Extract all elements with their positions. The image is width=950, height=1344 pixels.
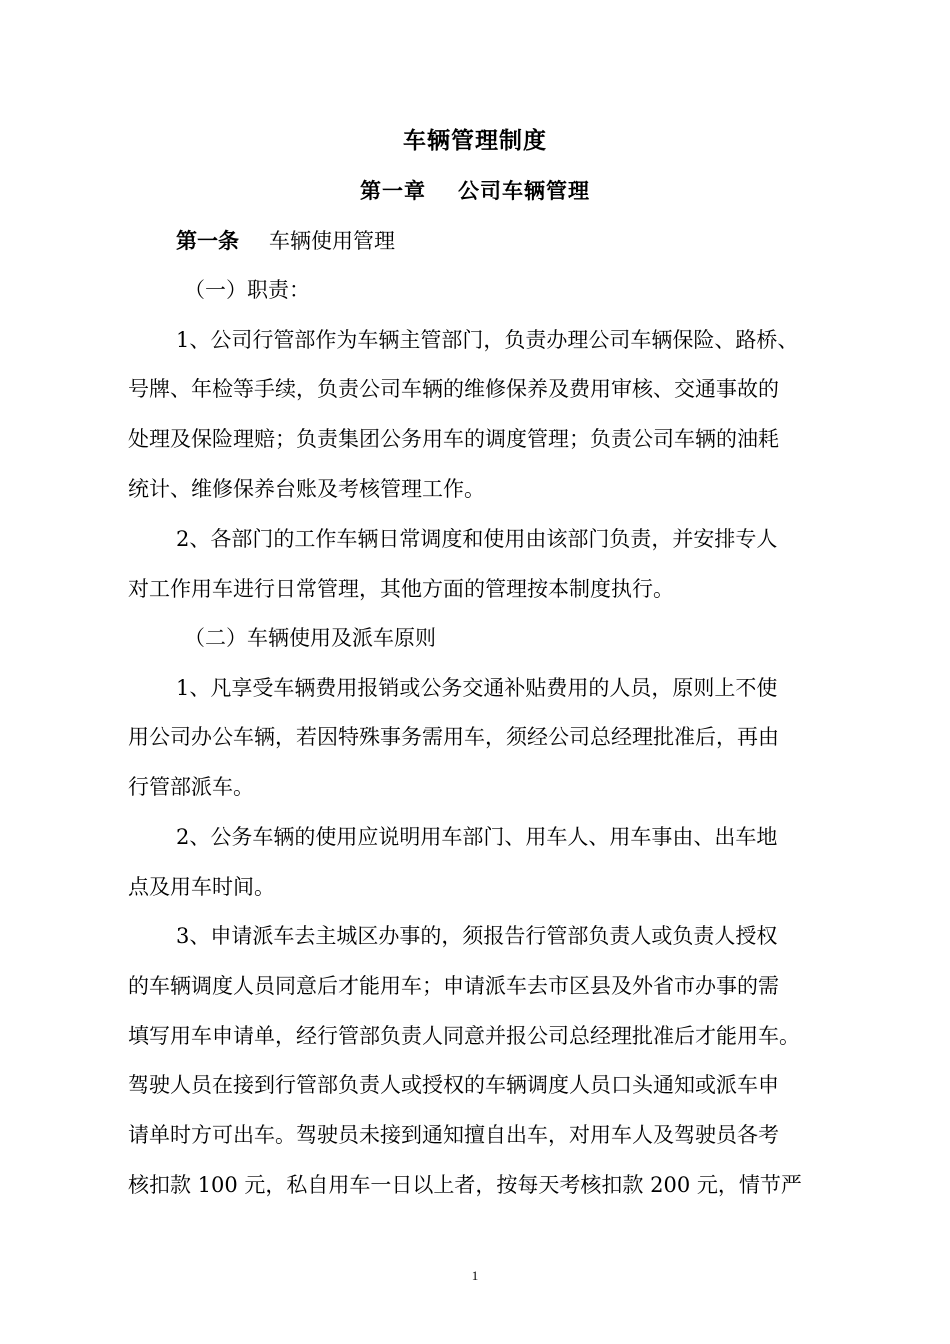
page-number: 1 (471, 1268, 479, 1283)
paragraph-line: 用公司办公车辆，若因特殊事务需用车，须经公司总经理批准后，再由 (128, 725, 779, 749)
paragraph-line: 点及用车时间。 (128, 875, 275, 899)
document-title: 车辆管理制度 (403, 128, 547, 154)
article-heading (176, 225, 395, 255)
paragraph-line: 驾驶人员在接到行管部负责人或授权的车辆调度人员口头通知或派车申 (128, 1073, 779, 1097)
chapter-heading (0, 175, 950, 205)
article-name: 车辆使用管理 (269, 229, 395, 253)
paragraph-line: 对工作用车进行日常管理，其他方面的管理按本制度执行。 (128, 577, 674, 601)
paragraph-line: 2、各部门的工作车辆日常调度和使用由该部门负责，并安排专人 (176, 527, 778, 551)
section-heading-usage: （二）车辆使用及派车原则 (184, 626, 436, 650)
paragraph-line: 的车辆调度人员同意后才能用车；申请派车去市区县及外省市办事的需 (128, 974, 779, 998)
chapter-number: 第一章 (360, 179, 426, 203)
paragraph-line: 请单时方可出车。驾驶员未接到通知擅自出车，对用车人及驾驶员各考 (128, 1123, 779, 1147)
paragraph-line: 号牌、年检等手续，负责公司车辆的维修保养及费用审核、交通事故的 (128, 377, 779, 401)
chapter-name: 公司车辆管理 (458, 179, 590, 203)
paragraph-line: 核扣款 100 元，私自用车一日以上者，按每天考核扣款 200 元，情节严 (128, 1173, 802, 1197)
section-heading-duties: （一）职责： (184, 278, 310, 302)
paragraph-line: 1、凡享受车辆费用报销或公务交通补贴费用的人员，原则上不使 (176, 676, 778, 700)
paragraph-line: 行管部派车。 (128, 775, 254, 799)
paragraph-line: 2、公务车辆的使用应说明用车部门、用车人、用车事由、出车地 (176, 825, 778, 849)
article-number: 第一条 (176, 229, 239, 253)
paragraph-line: 处理及保险理赔；负责集团公务用车的调度管理；负责公司车辆的油耗 (128, 427, 779, 451)
paragraph-line: 统计、维修保养台账及考核管理工作。 (128, 477, 485, 501)
paragraph-line: 3、申请派车去主城区办事的，须报告行管部负责人或负责人授权 (176, 924, 778, 948)
paragraph-line: 填写用车申请单，经行管部负责人同意并报公司总经理批准后才能用车。 (128, 1024, 800, 1048)
paragraph-line: 1、公司行管部作为车辆主管部门，负责办理公司车辆保险、路桥、 (176, 328, 799, 352)
